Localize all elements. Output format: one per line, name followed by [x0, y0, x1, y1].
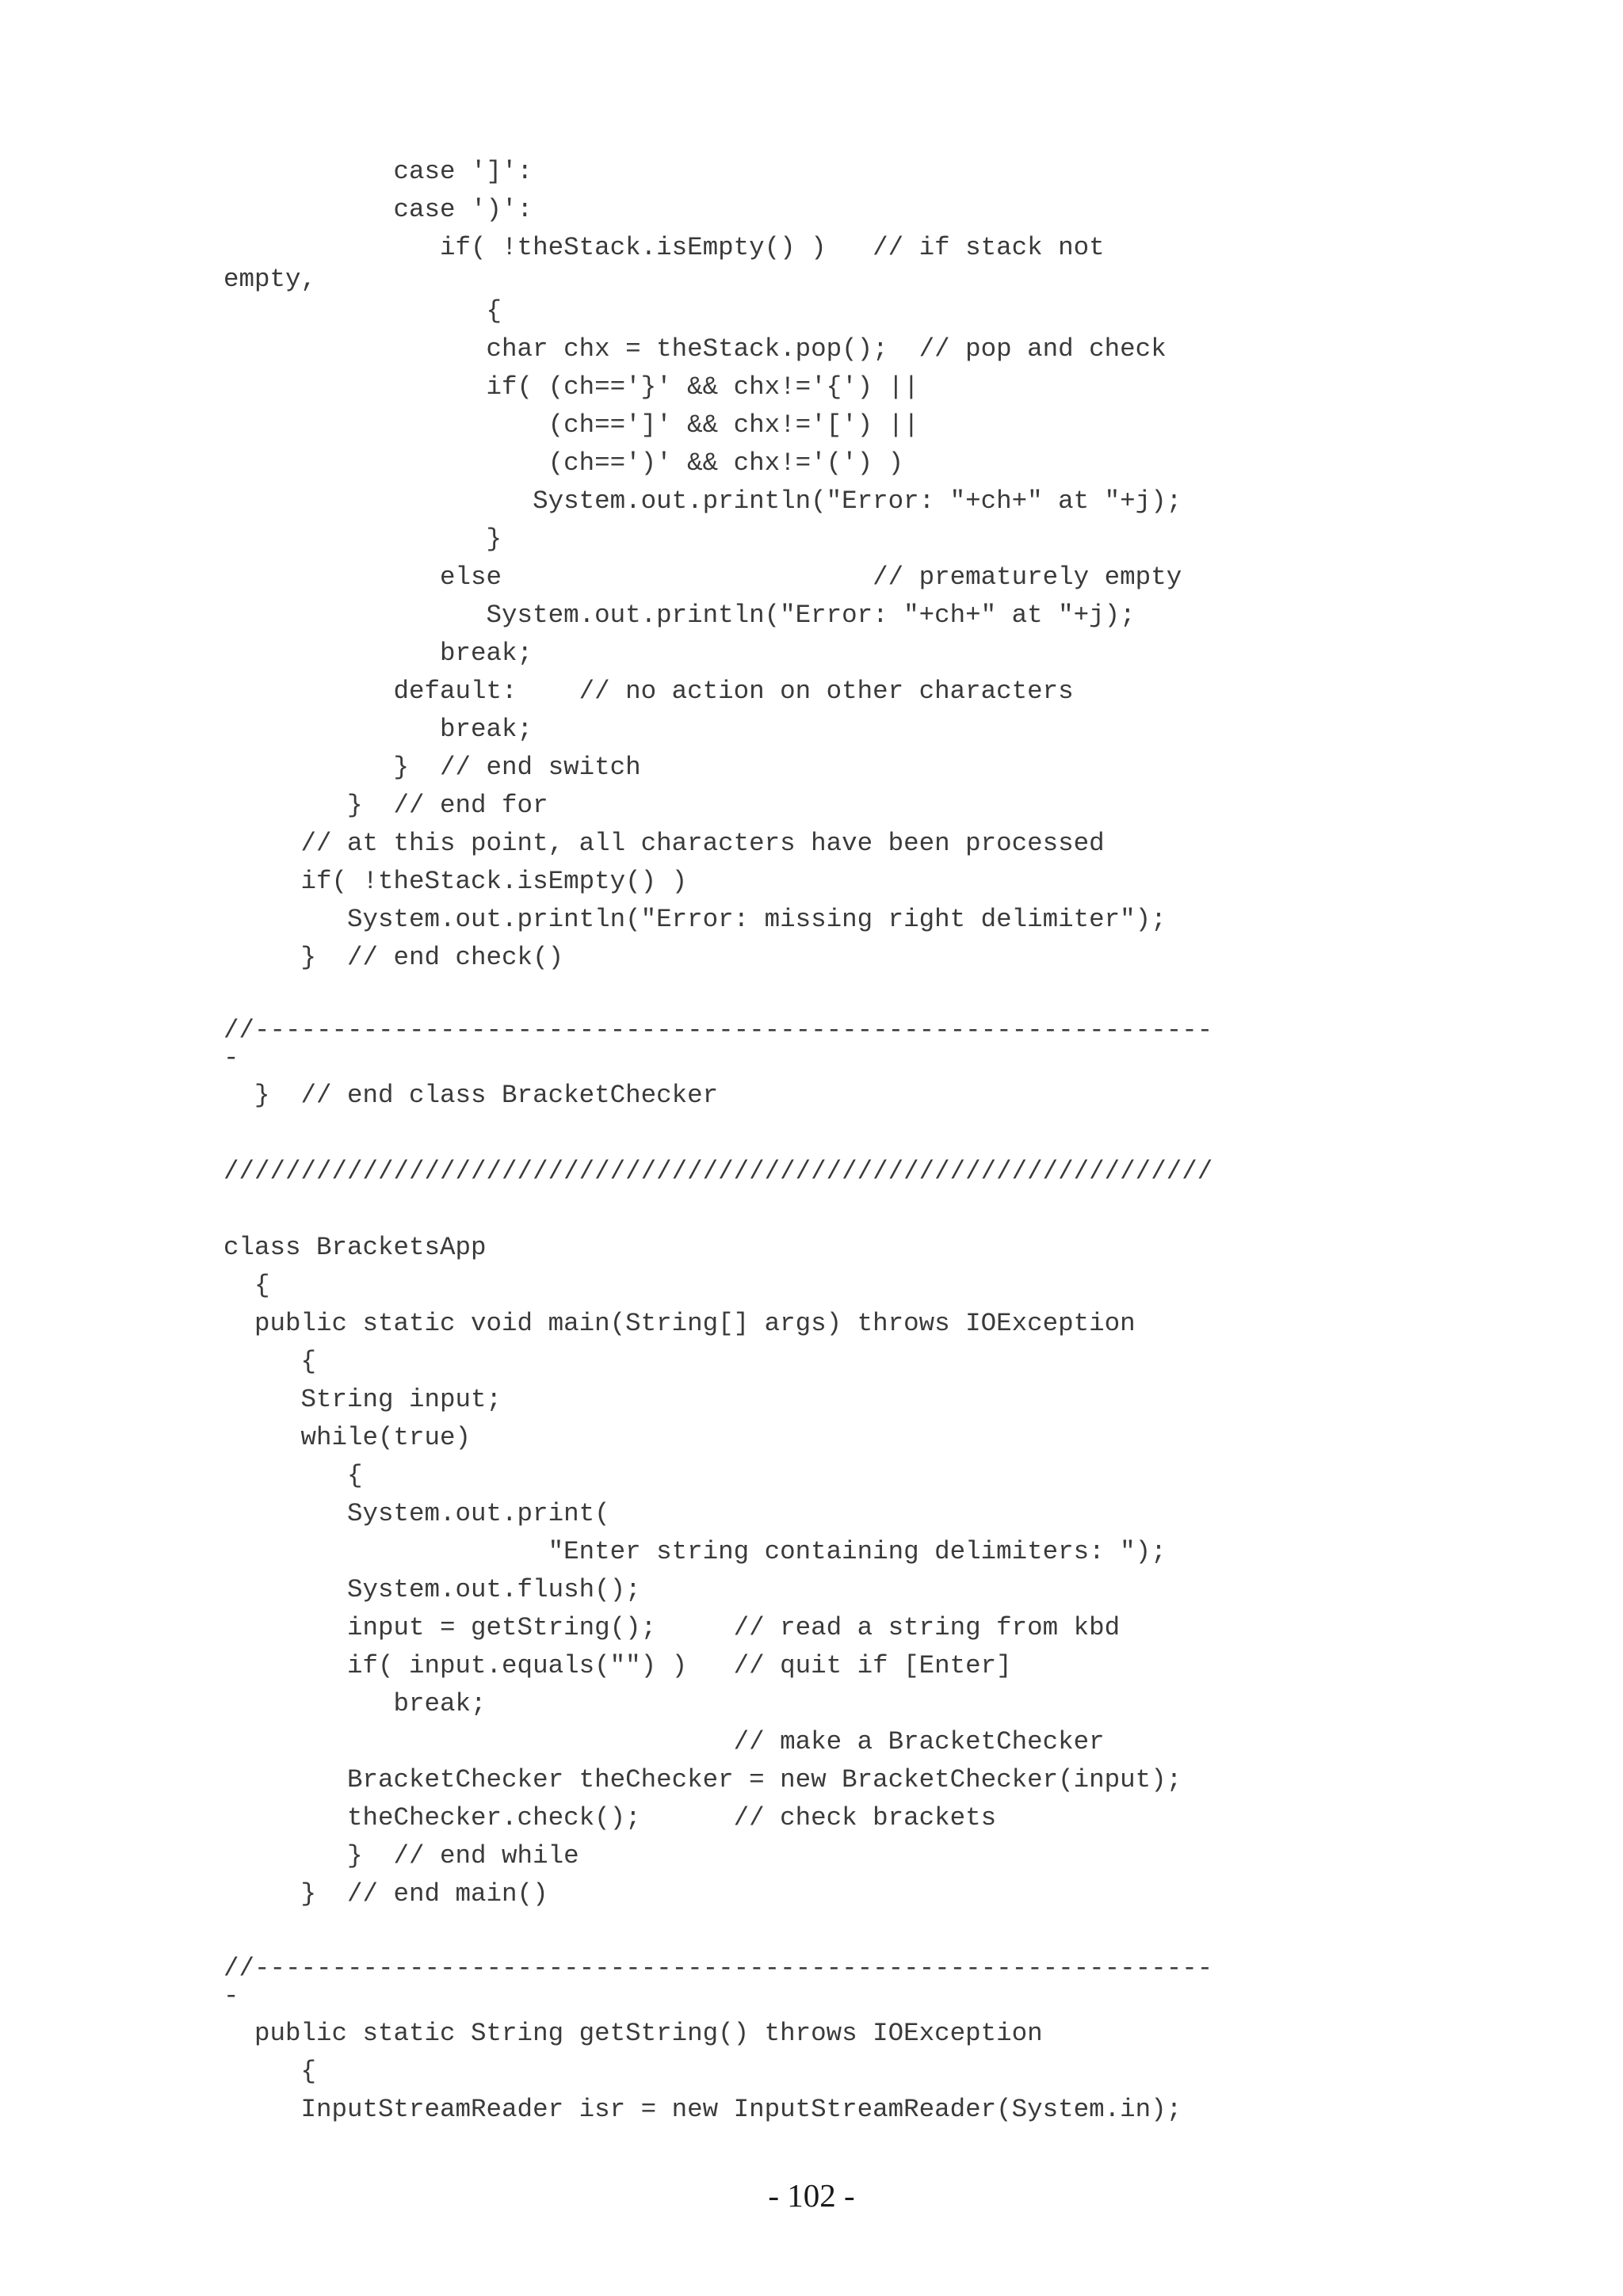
code-line: - — [223, 1981, 239, 2011]
code-line: else // prematurely empty — [223, 563, 1182, 592]
code-line: System.out.flush(); — [223, 1575, 641, 1604]
code-line: { — [223, 296, 502, 326]
code-line: } // end class BracketChecker — [223, 1081, 719, 1110]
code-line: { — [223, 1271, 270, 1300]
code-line: // make a BracketChecker — [223, 1727, 1105, 1756]
code-line: //-------------------------------------------------------------- — [223, 1954, 1213, 1983]
code-line: (ch==']' && chx!='[') || — [223, 410, 919, 440]
code-line: //////////////////////////////////////////////////////////////// — [223, 1157, 1213, 1186]
code-line: String input; — [223, 1385, 502, 1414]
code-line: default: // no action on other characters — [223, 677, 1074, 706]
code-line: if( !theStack.isEmpty() ) — [223, 867, 688, 896]
code-line: input = getString(); // read a string from kbd — [223, 1613, 1121, 1642]
code-line: } // end for — [223, 791, 548, 820]
code-line: class BracketsApp — [223, 1233, 487, 1262]
code-line: char chx = theStack.pop(); // pop and check — [223, 334, 1167, 364]
code-line: if( (ch=='}' && chx!='{') || — [223, 372, 919, 402]
code-line: } // end switch — [223, 753, 641, 782]
code-line: InputStreamReader isr = new InputStreamReader(System.in); — [223, 2095, 1182, 2124]
code-line: { — [223, 1461, 363, 1490]
code-line: public static void main(String[] args) throws IOException — [223, 1309, 1136, 1338]
code-line: System.out.println("Error: missing right delimiter"); — [223, 905, 1167, 934]
code-line: while(true) — [223, 1423, 472, 1452]
code-line: { — [223, 1347, 317, 1376]
code-line: break; — [223, 639, 533, 668]
code-line: (ch==')' && chx!='(') ) — [223, 448, 904, 478]
code-line: if( input.equals("") ) // quit if [Enter] — [223, 1651, 1012, 1680]
code-line: System.out.println("Error: "+ch+" at "+j); — [223, 486, 1182, 516]
code-line: theChecker.check(); // check brackets — [223, 1803, 997, 1833]
page-number: - 102 - — [768, 2177, 855, 2214]
code-line: } — [223, 524, 502, 554]
code-line: - — [223, 1043, 239, 1073]
code-line: //-------------------------------------------------------------- — [223, 1016, 1213, 1045]
code-line: } // end check() — [223, 943, 564, 972]
code-line: System.out.print( — [223, 1499, 610, 1528]
code-line: if( !theStack.isEmpty() ) // if stack not — [223, 233, 1105, 262]
code-line: break; — [223, 715, 533, 744]
code-line: case ']': — [223, 157, 533, 186]
code-line: System.out.println("Error: "+ch+" at "+j); — [223, 601, 1136, 630]
code-line: } // end while — [223, 1841, 579, 1871]
code-line: BracketChecker theChecker = new BracketChecker(input); — [223, 1765, 1182, 1794]
code-line: } // end main() — [223, 1879, 548, 1909]
code-line: // at this point, all characters have been processed — [223, 829, 1105, 858]
code-line: break; — [223, 1689, 487, 1718]
code-line: "Enter string containing delimiters: "); — [223, 1537, 1167, 1566]
code-line: public static String getString() throws IOException — [223, 2019, 1043, 2048]
code-line: { — [223, 2057, 317, 2086]
code-line: case ')': — [223, 195, 533, 224]
code-line: empty, — [223, 265, 317, 294]
